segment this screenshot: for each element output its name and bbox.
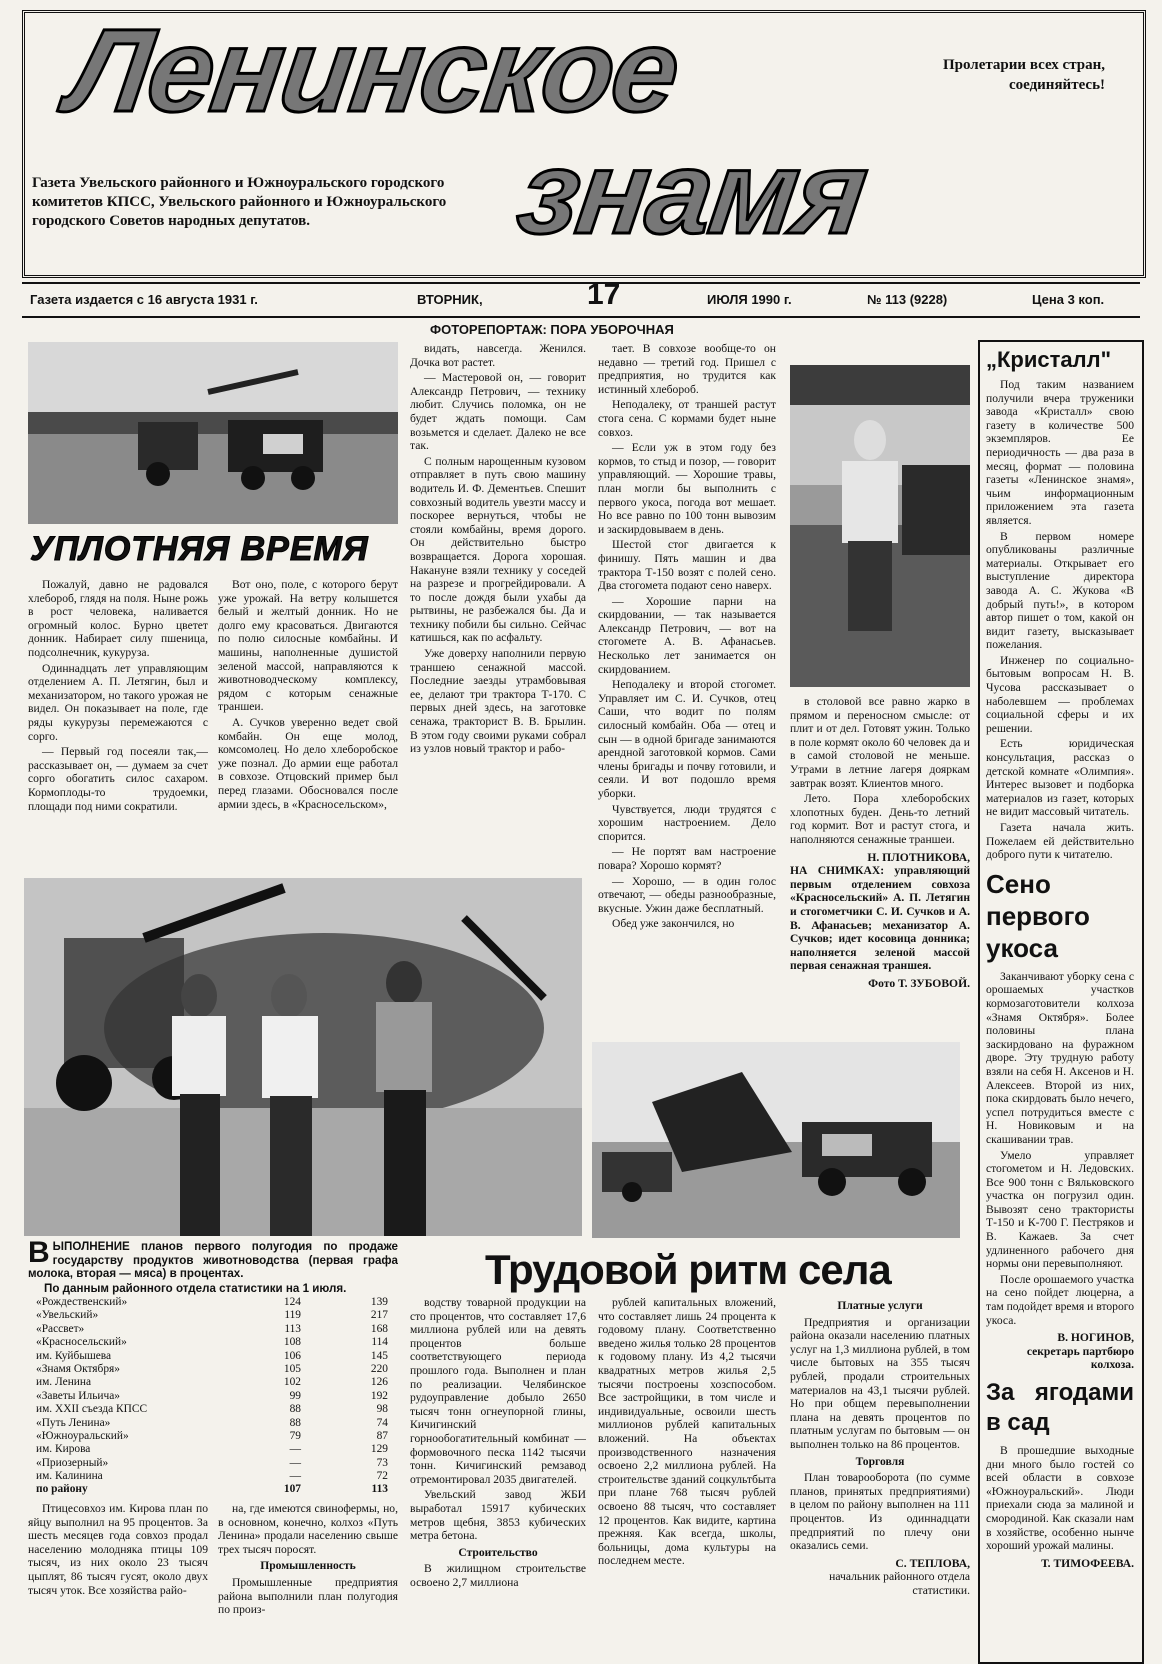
article1-col2: [218, 578, 398, 878]
article1-col3: [410, 342, 586, 870]
photo-three-men: [24, 878, 582, 1236]
paragraph: Обед уже закончился, но: [612, 917, 735, 931]
paragraph: Увельский завод ЖБИ выработал 15917 кубических метров щебня, 3853 кубических метра бетона.: [410, 1488, 586, 1543]
kristall-title: „Кристалл": [986, 347, 1112, 372]
seno-author: В. НОГИНОВ,: [1057, 1331, 1134, 1345]
article2-col5: [790, 1296, 970, 1656]
article1-author: Н. ПЛОТНИКОВА,: [867, 850, 970, 864]
sidebar: [986, 346, 1134, 1656]
stats-dropcap: В: [28, 1240, 50, 1269]
article2-col1: [28, 1502, 208, 1652]
paragraph: Чувствуется, люди трудятся с хорошим настроением. Дело спорится.: [598, 802, 776, 843]
masthead-title-line2: знамя: [510, 127, 874, 259]
article1-col5: [790, 695, 970, 1037]
paragraph: — Не портят вам настроение повара? Хорошо кормят?: [598, 845, 776, 872]
photo-hay-truck: [592, 1042, 960, 1238]
table-row: им. XXII съезда КПСС 88 98: [36, 1403, 388, 1416]
issue-month-year: ИЮЛЯ 1990 г.: [707, 292, 792, 307]
paragraph: водству товарной продукции на сто процентов, что составляет 17,6 миллиона рублей или на девять процентов больше соответствующего периода прошлого года. Выполнен и план по реализации. Челябинское рудоуправление добыло 2650 тысяч тонн огнеупорной глины, Кичигинский горнообогатительный комбинат — формовочного песка 1142 тысячи тонн. Кичигинский ремзавод отремонтировал 2035 двигателей.: [410, 1296, 586, 1486]
issue-weekday: ВТОРНИК,: [417, 292, 483, 307]
table-row: им. Калинина — 72: [36, 1470, 388, 1483]
table-row: им. Куйбышева 106 145: [36, 1349, 388, 1362]
paragraph: Лето. Пора хлеборобских хлопотных буден. День-то летний год кормит. Вот и растут стога, и наполняются сенажные траншеи.: [790, 792, 970, 846]
berries-title: За ягодами в сад: [986, 1379, 1134, 1436]
paragraph: Газета начала жить. Пожелаем ей действительно доброго пути к читателю.: [986, 821, 1134, 862]
table-row: «Увельский» 119 217: [36, 1309, 388, 1322]
paragraph: А. Сучков уверенно ведет свой комбайн. Он еще молод, комсомолец. Но дело хлеборобское уже познал. До армии еще работал в совхозе. Отцовский пример был перед глазами. Обосновался после армии здесь, в «Красносельском»,: [218, 715, 398, 811]
stats-intro-text: ЫПОЛНЕНИЕ планов первого полугодия по продаже государству продуктов животноводства (первая графа молока, вторая — мяса) в процентах.: [28, 1240, 398, 1281]
issue-number: № 113 (9228): [867, 292, 948, 307]
paragraph: Предприятия и организации района оказали населению платных услуг на 1,3 миллиона рублей, в том числе бытовых на 355 тысяч рублей, продали строительных материалов на 43,1 тысячи рублей. Но при общем перевыполнении плана на девять процентов по платным услугам по бытовым — он выполнен только на 86 процентов.: [790, 1315, 970, 1451]
paragraph: Шестой стог двигается к финишу. Пять машин и два трактора Т-150 возят с полей сено. Два стогомета подают сено наверх.: [598, 538, 776, 593]
paragraph: Заканчивают уборку сена с орошаемых участков кормозаготовители колхоза «Знамя Октября». Более половины плана заскирдовано на фуражном дворе. Эту трудную работу взяли на себя Н. Аксенов и Н. Алексеев. Второй из них, пока скирдовать было нечего, успел потрудиться вместе с Н. Новиковым и на скашивании трав.: [986, 969, 1134, 1146]
issue-price: Цена 3 коп.: [1032, 292, 1105, 307]
slogan: Пролетарии всех стран, соединяйтесь!: [943, 57, 1105, 93]
article2-author: С. ТЕПЛОВА,: [895, 1556, 970, 1570]
paragraph: Неподалеку и второй стогомет. Управляет им С. И. Сучков, отец Саши, что водит по полям силосный комбайн. Оба — отец и сын — в одной бригаде занимаются арендной заготовкой кормов. Сами члены бригады и почву готовили, и сеяли. И вот подошло время уборки.: [598, 678, 776, 800]
paragraph: В первом номере опубликованы различные материалы. Открывает его выступление директора завода А. С. Жукова «В добрый путь!», в котором автор пишет о том, какой он видит газету, высказывает пожелания.: [986, 529, 1134, 652]
table-row: «Рассвет» 113 168: [36, 1322, 388, 1335]
paragraph: В прошедшие выходные дни много было гостей со всей области в совхозе «Южноуральский». Люди приехали сюда за малиной и смородиной. Как сказали нам в хозяйстве, особенно нынче хороший урожай малины.: [986, 1444, 1134, 1553]
table-row: «Рождественский» 124 139: [36, 1296, 388, 1308]
paragraph: Есть юридическая консультация, рассказ о детской комнате «Олимпия». Интерес вызовет и подборка материалов из газет, которых не видит массовый читатель.: [986, 737, 1134, 819]
paragraph: С полным нарощенным кузовом отправляет в путь свою машину водитель И. Ф. Дементьев. Спешит совхозный водитель увезти массу и поскорее вернуться, чтобы не стояли комбайны, время дорого. Он действительно быстро возвращается. Дорога хорошая. Накануне взяли технику у соседей на разрезе и прогрейдировали. А то после дождя были ухабы да рытвины, не разбежался бы. Да и технику побили бы сильно. Сейчас катишься, как по асфальту.: [410, 454, 586, 645]
table-row: им. Ленина 102 126: [36, 1376, 388, 1389]
article2-author-title: начальник районного отдела статистики.: [829, 1570, 970, 1597]
stats-source: По данным районного отдела статистики на 1 июля.: [44, 1281, 347, 1295]
masthead-title-line1: Ленинское: [60, 5, 686, 137]
article2-col2: [218, 1502, 398, 1652]
table-row: «Южноуральский» 79 87: [36, 1429, 388, 1442]
table-row: «Приозерный» — 73: [36, 1456, 388, 1469]
photo-report-label: ФОТОРЕПОРТАЖ: ПОРА УБОРОЧНАЯ: [430, 322, 674, 337]
table-row: «Путь Ленина» 88 74: [36, 1416, 388, 1429]
paragraph: — Мастеровой он, — говорит Александр Петрович, — технику любит. Случись поломка, он не будет ждать помощи. Сам возьмется и сделает. Далеко не все так.: [410, 371, 586, 453]
stats-intro: [28, 1240, 398, 1281]
article2-headline: Трудовой ритм села: [485, 1246, 891, 1293]
issue-bar: [22, 278, 1140, 318]
article1-col1: [28, 578, 208, 878]
photo-caption: НА СНИМКАХ: управляющий первым отделением совхоза «Красносельский» А. П. Летягин и стогометчики С. И. Сучков и А. В. Афанасьев; механизатор А. Сучков; идет косовица донника; наполняется зеленой массой первая сенажная траншея.: [790, 864, 970, 973]
article2-col4: [598, 1296, 776, 1652]
paragraph: рублей капитальных вложений, что составляет лишь 24 процента к годовому плану. Соответственно введено жилья только 28 процентов к годовому плану. Из 4,2 тысячи квадратных метров жилья 2,5 тысячи построены хозспособом. Все застройщики, в том числе и индивидуальные, освоили шесть миллионов рублей капитальных вложений. На объектах производственного назначения освоено 2,2 миллиона рублей. На строительстве зданий соцкультбыта при плане 768 тысяч рублей освоено 88 тысяч, что составляет 12 процентов. Как видите, картина прежняя. Как всегда, школы, больницы, дома культуры на последнем месте.: [598, 1296, 776, 1568]
paragraph: Птицесовхоз им. Кирова план по яйцу выполнил на 95 процентов. За шесть месяцев года совхоз продал населению молодняка птицы 109 тысяч, из них около 23 тысяч цыплят, 86 тысяч гусят, около двух тысяч уток. Все хозяйства райо-: [28, 1502, 208, 1597]
table-row-total: по району 107 113: [36, 1483, 388, 1496]
subhead-services: Платные услуги: [837, 1299, 923, 1312]
paragraph: Под таким названием получили вчера труженики завода «Кристалл» свою газету в количестве 500 экземпляров. Ее периодичность — два раза в месяц, формат — половина газеты «Ленинское знамя», чьим информационным приложением эта газета является.: [986, 378, 1134, 527]
paragraph: Инженер по социально-бытовым вопросам Н. В. Чусова рассказывает о наболевшем — проблемах социальной сферы и их решении.: [986, 653, 1134, 735]
paragraph: После орошаемого участка на сено пойдет люцерна, а там подойдет время и второго укоса.: [986, 1272, 1134, 1327]
paragraph: Промышленные предприятия района выполнили план полугодия по произ-: [218, 1575, 398, 1617]
paragraph: в столовой все равно жарко в прямом и переносном смысле: от плит и от дел. Готовят ужин. Только в поле кормят около 60 человек да и в самой столовой не меньше. Утрами в летние лагеря дояркам завтрак возят. Клиентов много.: [790, 695, 970, 790]
subhead-construction: Строительство: [458, 1545, 538, 1559]
paragraph: тает. В совхозе вообще-то он недавно — третий год. Пришел с предприятия, но трудится как истинный хлебороб.: [598, 342, 776, 396]
paragraph: на, где имеются свинофермы, но, в основном, конечно, колхоз «Путь Ленина» продали населению свыше трех тысяч поросят.: [218, 1502, 398, 1556]
paragraph: Одиннадцать лет управляющим отделением А. П. Летягин, был и механизатором, но такого урожая не видел. Он показывает на поле, где ряды кукурузы перемежаются с сорго.: [28, 661, 208, 743]
subhead-trade: Торговля: [855, 1454, 905, 1468]
paragraph: — Хорошо, — в один голос отвечают, — обеды разнообразные, вкусные. Ужин даже бесплатный.: [598, 874, 776, 915]
stats-table: [36, 1296, 388, 1497]
berries-author: Т. ТИМОФЕЕВА.: [1041, 1556, 1134, 1570]
paragraph: В жилищном строительстве освоено 2,7 миллиона: [410, 1562, 586, 1589]
paragraph: Уже доверху наполнили первую траншею сенажной массой. Последние заезды утрамбовывая ее, делают три трактора Т-170. С первых дней здесь, на заготовке сенажа, тракторист В. В. Брылин. В этом году своими руками собрал из узлов новый трактор и рабо-: [410, 647, 586, 756]
table-row: «Заветы Ильича» 99 192: [36, 1389, 388, 1402]
paragraph: видать, навсегда. Женился. Дочка вот растет.: [410, 342, 586, 369]
paragraph: — Первый год посеяли так,— рассказывает он, — думаем за счет сорго обогатить силос сахаром. Кормоплоды-то трудоемки, площади под ними сократили.: [28, 745, 208, 813]
table-row: «Знамя Октября» 105 220: [36, 1362, 388, 1375]
photo-combine-field: [28, 342, 398, 524]
article1-headline: УПЛОТНЯЯ ВРЕМЯ: [30, 530, 369, 568]
photo-credit: Фото Т. ЗУБОВОЙ.: [868, 976, 970, 990]
article2-col3: [410, 1296, 586, 1652]
paragraph: Вот оно, поле, с которого берут уже урожай. На ветру колышется белый и желтый донник. Но не долго ему красоваться. Двигаются по полю силосные комбайны. И машины, наполненные душистой зеленой массой, направляются к животноводческому комплексу, рядом с которым сенажные траншеи.: [218, 578, 398, 714]
table-row: «Красносельский» 108 114: [36, 1336, 388, 1349]
seno-title: Сено первого укоса: [986, 868, 1090, 963]
paragraph: Пожалуй, давно не радовался хлебороб, глядя на поля. Ныне рожь в рост человека, наливается огромный колос. Бурно цветет донник. Набирает силу пшеница, подсолнечник, кукуруза.: [28, 578, 208, 659]
table-row: им. Кирова — 129: [36, 1443, 388, 1456]
paragraph: Умело управляет стогометом и Н. Ледовских. Все 900 тонн с Вяльковского участка он погрузил один. Вывозят сено трактористы Т-150 и К-700 Г. Пестряков и В. Кажаев. За счет удлиненного рабочего дня нормы они перевыполняют.: [986, 1148, 1134, 1271]
seno-author-title: секретарь партбюро колхоза.: [1026, 1344, 1134, 1372]
issue-day: 17: [587, 278, 621, 311]
publisher-info: Газета Увельского районного и Южноуральского городского комитетов КПСС, Увельского районного и Южноуральского городского Советов народных депутатов.: [32, 175, 447, 229]
article1-col4: [598, 342, 776, 1037]
issue-since: Газета издается с 16 августа 1931 г.: [30, 292, 258, 307]
photo-mechanic: [790, 365, 970, 687]
paragraph: — Хорошие парни на скирдовании, — так называется Александр Петрович, — вот на стогомете А. В. Афанасьев. Несколько лет занимается он скирдованием.: [598, 594, 776, 676]
paragraph: Неподалеку, от траншей растут стога сена. С кормами будет ныне совхоз.: [598, 398, 776, 439]
paragraph: — Если уж в этом году без кормов, то стыд и позор, — говорит управляющий. — Хорошие травы, план могли бы выполнить с первого укоса, погода вот мешает. Но все равно по 100 тонн вывозим и заскирдовываем в день.: [598, 441, 776, 536]
subhead-industry: Промышленность: [260, 1559, 356, 1573]
paragraph: План товарооборота (по сумме планов, принятых предприятиями) в целом по району выполнен на 111 процентов. Из одиннадцати предприятий по плечу они оказались семи.: [790, 1471, 970, 1553]
